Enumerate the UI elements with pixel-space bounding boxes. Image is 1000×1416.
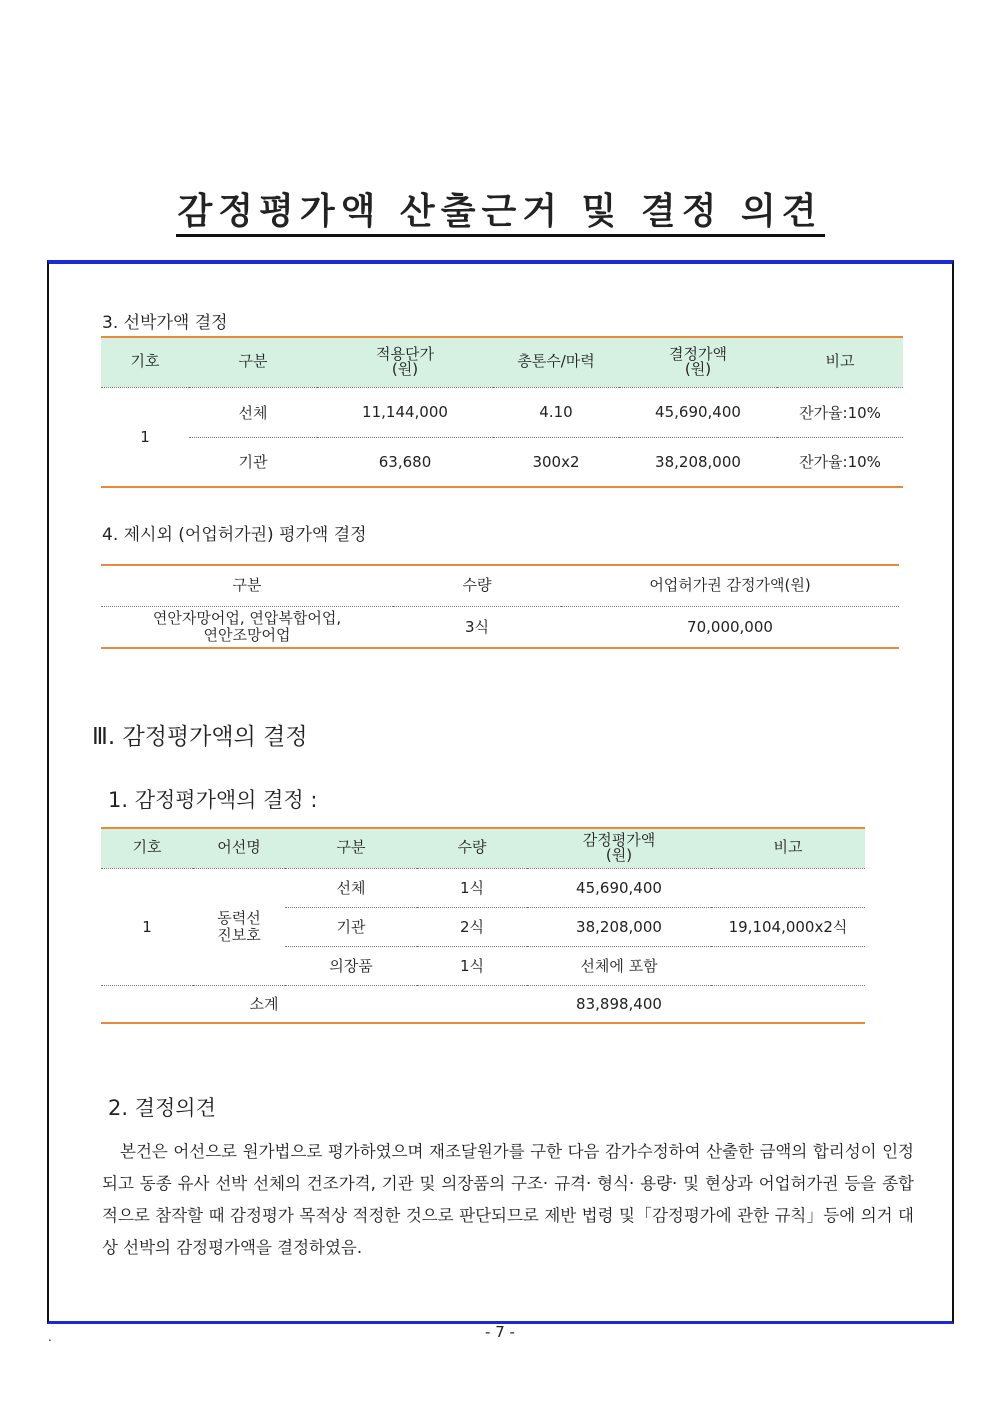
col-header: 구분 <box>189 337 317 387</box>
cell-qty: 3식 <box>464 618 490 637</box>
cell-tonnage: 300x2 <box>532 452 580 471</box>
subtotal-value: 83,898,400 <box>576 994 662 1013</box>
section-3-heading: 3. 선박가액 결정 <box>102 313 228 333</box>
opinion-paragraph <box>102 1136 914 1264</box>
col-header: 비고 <box>777 337 903 387</box>
cell-qty: 1식 <box>417 868 527 907</box>
cell-value: 38,208,000 <box>527 907 711 946</box>
cell-value: 38,208,000 <box>655 452 741 471</box>
cell-note: 잔가율:10% <box>777 387 903 437</box>
cell-type: 선체 <box>189 387 317 437</box>
cell-value: 45,690,400 <box>527 868 711 907</box>
row-number: 1 <box>101 868 193 985</box>
cell-qty: 2식 <box>417 907 527 946</box>
subsection-2-heading: 2. 결정의견 <box>108 1096 216 1120</box>
col-header: 구분 <box>285 828 417 868</box>
footer-mark: . <box>48 1330 52 1344</box>
section-4-heading: 4. 제시외 (어업허가권) 평가액 결정 <box>102 525 367 545</box>
cell-type: 기관 <box>238 453 268 472</box>
cell-value: 70,000,000 <box>687 617 773 636</box>
section-iii-heading: Ⅲ. 감정평가액의 결정 <box>92 724 308 750</box>
col-header: 어업허가권 감정가액(원) <box>561 565 899 606</box>
page-number: - 7 - <box>485 1323 515 1341</box>
vessel-price-table <box>101 336 903 488</box>
col-header: 수량 <box>417 828 527 868</box>
page-title: 감정평가액 산출근거 및 결정 의견 <box>0 183 1000 234</box>
col-header: 구분 <box>101 565 393 606</box>
col-header: 감정평가액 (원) <box>527 828 711 868</box>
cell-type: 기관 <box>285 907 417 946</box>
col-header: 적용단가 (원) <box>317 337 493 387</box>
cell-type: 연안자망어업, 연압복합어업, 연안조망어업 <box>152 609 342 644</box>
col-header: 비고 <box>711 828 865 868</box>
cell-value: 45,690,400 <box>619 387 777 437</box>
cell-tonnage: 4.10 <box>493 387 619 437</box>
fishing-license-table <box>101 564 899 649</box>
cell-value: 선체에 포함 <box>527 946 711 985</box>
cell-note <box>711 946 865 985</box>
cell-type: 선체 <box>285 868 417 907</box>
vessel-name: 동력선 진보호 <box>193 868 285 985</box>
cell-note: 19,104,000x2식 <box>711 907 865 946</box>
opinion-text: 본건은 어선으로 원가법으로 평가하였으며 재조달원가를 구한 다음 감가수정하여 산출한 금액의 합리성이 인정되고 동종 유사 선박 선체의 건조가격, 기관 및 의장품의 구조· 규격· 형식· 용량· 및 현상과 어업허가권 등을 종합적으로 참작할 때 감정평가 목적상 적정한 것으로 판단되므로 제반 법령 및「감정평가에 관한 규칙」등에 의거 대상 선박의 감정평가액을 결정하였음. <box>102 1142 914 1257</box>
cell-note: 잔가율:10% <box>799 453 881 472</box>
subsection-1-heading: 1. 감정평가액의 결정 : <box>108 788 318 812</box>
appraisal-table <box>101 827 865 1024</box>
col-header: 기호 <box>101 337 189 387</box>
col-header: 어선명 <box>193 828 285 868</box>
col-header: 수량 <box>393 565 561 606</box>
cell-unit-price: 11,144,000 <box>317 387 493 437</box>
subtotal-label: 소계 <box>249 995 279 1014</box>
row-number: 1 <box>101 387 189 487</box>
col-header: 결정가액 (원) <box>619 337 777 387</box>
col-header: 기호 <box>101 828 193 868</box>
cell-unit-price: 63,680 <box>378 452 432 471</box>
cell-qty: 1식 <box>417 946 527 985</box>
cell-type: 의장품 <box>285 946 417 985</box>
col-header: 총톤수/마력 <box>493 337 619 387</box>
cell-note <box>711 868 865 907</box>
